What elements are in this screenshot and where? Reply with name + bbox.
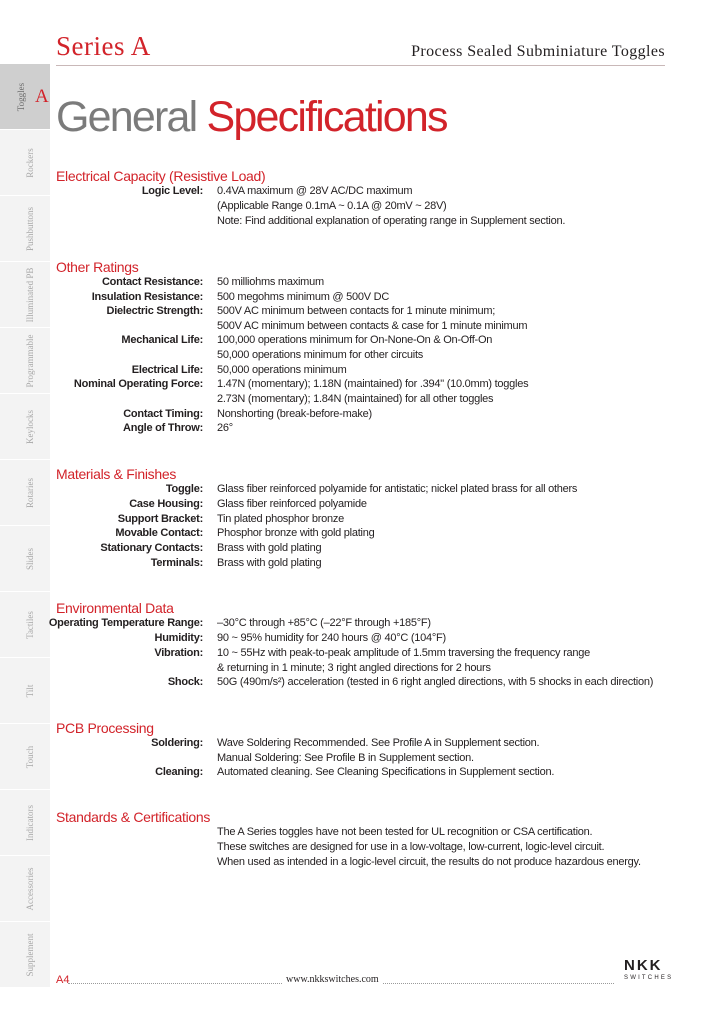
tab-letter: A bbox=[35, 86, 49, 107]
section-heading-electrical: Electrical Capacity (Resistive Load) bbox=[56, 168, 266, 184]
spec-row bbox=[0, 482, 720, 497]
spec-value: 1.47N (momentary); 1.18N (maintained) for .394" (10.0mm) toggles bbox=[217, 378, 529, 390]
spec-label: Operating Temperature Range: bbox=[48, 617, 203, 629]
spec-label: Stationary Contacts: bbox=[100, 542, 203, 554]
page-number: A4 bbox=[56, 974, 70, 986]
spec-value: Automated cleaning. See Cleaning Specifications in Supplement section. bbox=[217, 766, 555, 778]
spec-label: Nominal Operating Force: bbox=[73, 378, 203, 390]
logo-subtext: SWITCHES bbox=[624, 975, 674, 981]
tab-label: Programmable bbox=[25, 334, 35, 388]
page-title bbox=[56, 93, 447, 141]
tab-label: Slides bbox=[25, 547, 35, 571]
spec-value: Brass with gold plating bbox=[217, 557, 322, 569]
spec-label: Electrical Life: bbox=[131, 364, 203, 376]
spec-row bbox=[0, 541, 720, 556]
spec-row bbox=[0, 392, 720, 407]
spec-row bbox=[0, 333, 720, 348]
tab-label: Tactiles bbox=[25, 611, 35, 639]
spec-row bbox=[0, 616, 720, 631]
spec-row bbox=[0, 825, 720, 840]
section-heading-materials: Materials & Finishes bbox=[56, 466, 177, 482]
tab-label: Keylocks bbox=[25, 410, 35, 444]
spec-label: Terminals: bbox=[150, 557, 203, 569]
tab-supplement[interactable] bbox=[0, 922, 50, 988]
spec-row bbox=[0, 184, 720, 199]
tab-label: Rockers bbox=[25, 148, 35, 178]
title-word-general: General bbox=[56, 93, 197, 141]
nkk-logo bbox=[624, 957, 674, 981]
header-divider bbox=[56, 65, 665, 66]
spec-row bbox=[0, 736, 720, 751]
title-word-specifications: Specifications bbox=[206, 93, 447, 141]
spec-label: Toggle: bbox=[165, 483, 203, 495]
spec-value: Manual Soldering: See Profile B in Supplement section. bbox=[217, 752, 474, 764]
section-heading-environmental: Environmental Data bbox=[56, 600, 174, 616]
spec-row bbox=[0, 199, 720, 214]
spec-label: Contact Timing: bbox=[123, 408, 203, 420]
section-heading-pcb: PCB Processing bbox=[56, 720, 154, 736]
spec-value: (Applicable Range 0.1mA ~ 0.1A @ 20mV ~ 28V) bbox=[217, 200, 447, 212]
tab-toggles[interactable] bbox=[0, 64, 50, 130]
tab-label: Illuminated PB bbox=[25, 267, 35, 323]
spec-value: 100,000 operations minimum for On-None-On & On-Off-On bbox=[217, 334, 493, 346]
section-heading-standards: Standards & Certifications bbox=[56, 809, 211, 825]
spec-value: These switches are designed for use in a low-voltage, low-current, logic-level circuit. bbox=[217, 841, 605, 853]
spec-row bbox=[0, 214, 720, 229]
spec-row bbox=[0, 751, 720, 766]
spec-value: Glass fiber reinforced polyamide bbox=[217, 498, 367, 510]
spec-label: Case Housing: bbox=[129, 498, 203, 510]
spec-row bbox=[0, 421, 720, 436]
spec-value: 500V AC minimum between contacts for 1 minute minimum; bbox=[217, 305, 496, 317]
spec-label: Contact Resistance: bbox=[101, 276, 203, 288]
spec-value: Tin plated phosphor bronze bbox=[217, 513, 345, 525]
spec-row bbox=[0, 377, 720, 392]
spec-row bbox=[0, 631, 720, 646]
spec-label: Vibration: bbox=[154, 647, 203, 659]
spec-row bbox=[0, 407, 720, 422]
spec-value: Nonshorting (break-before-make) bbox=[217, 408, 372, 420]
spec-value: 500 megohms minimum @ 500V DC bbox=[217, 291, 390, 303]
tab-label: Toggles bbox=[16, 82, 26, 112]
spec-value: 500V AC minimum between contacts & case for 1 minute minimum bbox=[217, 320, 528, 332]
spec-row bbox=[0, 646, 720, 661]
spec-row bbox=[0, 675, 720, 690]
spec-value: 90 ~ 95% humidity for 240 hours @ 40°C (104°F) bbox=[217, 632, 446, 644]
spec-value: 50,000 operations minimum for other circuits bbox=[217, 349, 424, 361]
spec-row bbox=[0, 304, 720, 319]
series-title: Series A bbox=[56, 31, 151, 61]
spec-value: 10 ~ 55Hz with peak-to-peak amplitude of 1.5mm traversing the frequency range bbox=[217, 647, 590, 659]
section-heading-other-ratings: Other Ratings bbox=[56, 259, 139, 275]
tab-label: Pushbuttons bbox=[25, 206, 35, 252]
spec-row bbox=[0, 275, 720, 290]
tab-label: Rotaries bbox=[25, 478, 35, 508]
spec-label: Cleaning: bbox=[155, 766, 203, 778]
spec-label: Insulation Resistance: bbox=[91, 291, 203, 303]
spec-label: Shock: bbox=[167, 676, 203, 688]
spec-value: When used as intended in a logic-level circuit, the results do not produce hazardous energy. bbox=[217, 856, 641, 868]
spec-value: The A Series toggles have not been tested for UL recognition or CSA certification. bbox=[217, 826, 593, 838]
spec-row bbox=[0, 526, 720, 541]
spec-row bbox=[0, 290, 720, 305]
spec-label: Dielectric Strength: bbox=[106, 305, 203, 317]
spec-row bbox=[0, 661, 720, 676]
spec-value: Wave Soldering Recommended. See Profile A in Supplement section. bbox=[217, 737, 540, 749]
spec-value: Brass with gold plating bbox=[217, 542, 322, 554]
spec-row bbox=[0, 765, 720, 780]
spec-value: 50 milliohms maximum bbox=[217, 276, 324, 288]
spec-row bbox=[0, 319, 720, 334]
tab-label: Supplement bbox=[25, 933, 35, 977]
spec-value: Phosphor bronze with gold plating bbox=[217, 527, 375, 539]
spec-row bbox=[0, 512, 720, 527]
website-link[interactable]: www.nkkswitches.com bbox=[283, 974, 382, 985]
tab-label: Accessories bbox=[25, 867, 35, 911]
spec-row bbox=[0, 363, 720, 378]
spec-row bbox=[0, 556, 720, 571]
spec-label: Logic Level: bbox=[141, 185, 203, 197]
spec-value: –30°C through +85°C (–22°F through +185°F) bbox=[217, 617, 431, 629]
document-subtitle: Process Sealed Subminiature Toggles bbox=[411, 43, 665, 60]
logo-mark: NKK bbox=[624, 957, 663, 974]
spec-label: Mechanical Life: bbox=[121, 334, 203, 346]
spec-row bbox=[0, 855, 720, 870]
spec-label: Support Bracket: bbox=[117, 513, 203, 525]
spec-value: Glass fiber reinforced polyamide for antistatic; nickel plated brass for all others bbox=[217, 483, 578, 495]
spec-row bbox=[0, 348, 720, 363]
spec-label: Angle of Throw: bbox=[123, 422, 203, 434]
spec-row bbox=[0, 497, 720, 512]
spec-value: & returning in 1 minute; 3 right angled directions for 2 hours bbox=[217, 662, 491, 674]
spec-value: 50G (490m/s²) acceleration (tested in 6 right angled directions, with 5 shocks in each direction) bbox=[217, 676, 654, 688]
tab-label: Indicators bbox=[25, 805, 35, 841]
tab-label: Touch bbox=[25, 745, 35, 769]
spec-value: Note: Find additional explanation of operating range in Supplement section. bbox=[217, 215, 566, 227]
tab-label: Tilt bbox=[25, 684, 35, 698]
spec-label: Humidity: bbox=[154, 632, 203, 644]
spec-row bbox=[0, 840, 720, 855]
spec-value: 2.73N (momentary); 1.84N (maintained) for all other toggles bbox=[217, 393, 494, 405]
spec-value: 0.4VA maximum @ 28V AC/DC maximum bbox=[217, 185, 413, 197]
spec-value: 26° bbox=[217, 422, 233, 434]
spec-value: 50,000 operations minimum bbox=[217, 364, 347, 376]
spec-label: Soldering: bbox=[151, 737, 203, 749]
spec-label: Movable Contact: bbox=[115, 527, 203, 539]
